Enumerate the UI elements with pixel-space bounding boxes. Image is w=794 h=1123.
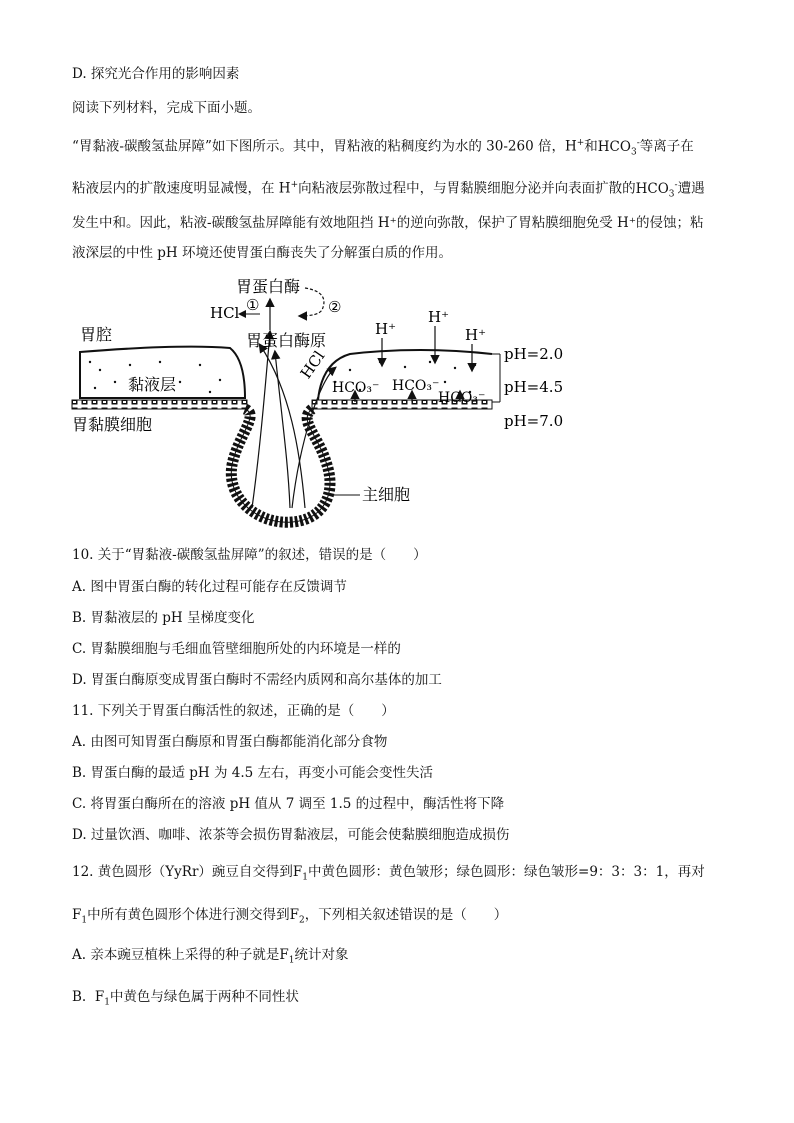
text: 和 — [584, 138, 598, 155]
text: 中黄色圆形：黄色皱形；绿色圆形：绿色皱形=9：3：3：1，再对 — [308, 864, 705, 880]
pepsin-label: 胃蛋白酶 — [236, 277, 301, 296]
material-line-4: 液深层的中性 pH 环境还使胃蛋白酶丧失了分解蛋白质的作用。 — [72, 245, 452, 261]
material-line-3: 发生中和。因此，粘液-碳酸氢盐屏障能有效地阻挡 H⁺的逆向弥散，保护了胃粘膜细胞免受 H⁺的侵蚀；粘 — [72, 215, 704, 231]
text: 遭遇 — [677, 180, 705, 197]
q10-option-a: A. 图中胃蛋白酶的转化过程可能存在反馈调节 — [72, 579, 347, 595]
option-d-prev: D. 探究光合作用的影响因素 — [72, 66, 240, 82]
gastric-gland — [231, 409, 330, 522]
hplus-label: H⁺ — [465, 326, 486, 344]
pepsinogen-label: 胃蛋白酶原 — [246, 331, 327, 350]
hco3-label: HCO₃⁻ — [332, 380, 380, 396]
hco3-label: HCO₃⁻ — [438, 390, 486, 406]
text: 中所有黄色圆形个体进行测交得到 — [87, 907, 290, 923]
hco3-formula: $HCO_3^-$ — [635, 180, 678, 200]
plus-sup: + — [576, 138, 585, 148]
text: B. — [72, 989, 87, 1005]
ph-2-label: pH=2.0 — [504, 345, 564, 363]
q12-option-a — [72, 945, 348, 971]
text: 中黄色与绿色属于两种不同性状 — [109, 989, 299, 1005]
hcl-label: HCl — [210, 304, 240, 322]
q11-option-a: A. 由图可知胃蛋白酶原和胃蛋白酶都能消化部分食物 — [72, 734, 388, 750]
hplus-label: H⁺ — [375, 320, 396, 338]
circle-2-label: ② — [328, 298, 342, 316]
q11-option-b: B. 胃蛋白酶的最适 pH 为 4.5 左右，再变小可能会变性失活 — [72, 765, 434, 781]
f1-symbol: $F_1$ — [279, 947, 295, 966]
q10-option-d: D. 胃蛋白酶原变成胃蛋白酶时不需经内质网和高尔基体的加工 — [72, 672, 442, 688]
material-line-2 — [72, 175, 705, 204]
q12-option-b — [72, 987, 299, 1013]
q11-option-d: D. 过量饮酒、咖啡、浓茶等会损伤胃黏液层，可能会使黏膜细胞造成损伤 — [72, 827, 510, 843]
q10-option-c: C. 胃黏膜细胞与毛细血管壁细胞所处的内环境是一样的 — [72, 641, 401, 657]
feedback-arrow — [300, 288, 324, 316]
material-line-1 — [72, 133, 694, 162]
q10-option-b: B. 胃黏液层的 pH 呈梯度变化 — [72, 610, 255, 626]
mucosa-cells-label: 胃黏膜细胞 — [72, 415, 153, 434]
ph-7-label: pH=7.0 — [504, 412, 564, 430]
question-10: 10. 关于“胃黏液-碳酸氢盐屏障”的叙述，错误的是（ ） — [72, 547, 427, 563]
text: ，下列相关叙述错误的是（ ） — [304, 907, 508, 923]
mucus-bicarbonate-barrier-diagram — [60, 270, 580, 535]
circle-1-label: ① — [246, 296, 260, 314]
hco3-label: HCO₃⁻ — [392, 378, 440, 394]
reading-instruction: 阅读下列材料，完成下面小题。 — [72, 100, 261, 116]
f1-symbol: $F_1$ — [292, 864, 309, 883]
text: 向粘液层弥散过程中，与胃黏膜细胞分泌并向表面扩散的 — [298, 180, 636, 197]
f1-symbol: $F_1$ — [72, 907, 88, 926]
text: “胃黏液-碳酸氢盐屏障”如下图所示。其中，胃粘液的粘稠度约为水的 30-260 倍，H — [72, 138, 577, 155]
mucus-layer-label: 黏液层 — [128, 375, 177, 394]
hcl-arrow — [275, 352, 290, 508]
plus-sup: + — [290, 180, 299, 190]
text: A. 亲本豌豆植株上采得的种子就是 — [72, 947, 280, 963]
question-12-line-2 — [72, 905, 507, 931]
left-mucosa-cells — [72, 400, 247, 409]
question-11: 11. 下列关于胃蛋白酶活性的叙述，正确的是（ ） — [72, 703, 395, 719]
hcl-diagonal-label: HCl — [296, 347, 329, 382]
f2-symbol: $F_2$ — [289, 907, 305, 926]
chief-cell-label: 主细胞 — [362, 485, 411, 504]
q11-option-c: C. 将胃蛋白酶所在的溶液 pH 值从 7 调至 1.5 的过程中，酶活性将下降 — [72, 796, 505, 812]
stomach-cavity-label: 胃腔 — [80, 325, 113, 344]
f1-symbol: $F_1$ — [94, 989, 110, 1008]
text: 统计对象 — [294, 947, 349, 963]
hplus-label: H⁺ — [428, 308, 449, 326]
text: 12. 黄色圆形（YyRr）豌豆自交得到 — [72, 864, 293, 880]
hco3-formula: $HCO_3^-$ — [597, 138, 640, 158]
ph-4-5-label: pH=4.5 — [504, 378, 564, 396]
text: 等离子在 — [639, 138, 694, 155]
text: 粘液层内的扩散速度明显减慢，在 H — [72, 180, 291, 197]
question-12-line-1 — [72, 862, 705, 888]
